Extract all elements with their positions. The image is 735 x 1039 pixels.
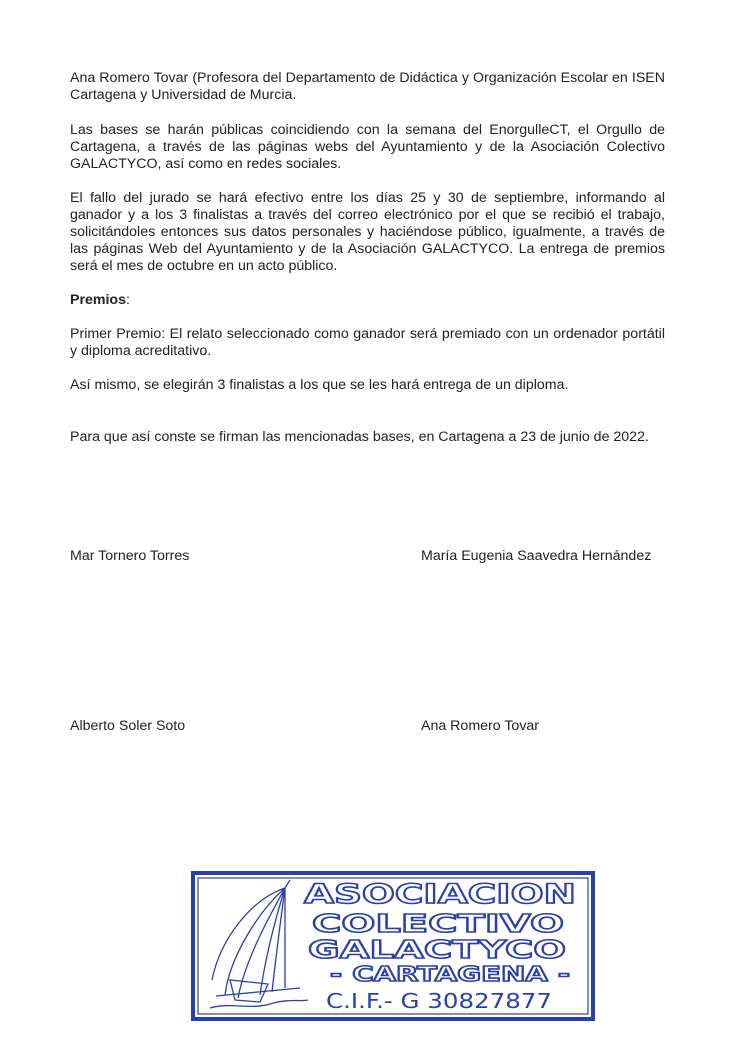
paragraph-primer-premio: Primer Premio: El relato seleccionado como ganador será premiado con un ordenador portátil y diploma acreditativo. xyxy=(70,326,665,359)
signatory-mar-tornero: Mar Tornero Torres xyxy=(70,548,190,564)
paragraph-bases-publicas: Las bases se harán públicas coincidiendo con la semana del EnorgulleCT, el Orgullo de Cartagena, a través de las páginas webs del Ayuntamiento y de la Asociación Colectivo GALACTYCO, así como en redes sociales. xyxy=(70,122,665,172)
premios-heading-line xyxy=(70,292,665,309)
association-stamp xyxy=(190,870,596,1022)
premios-colon: : xyxy=(126,292,130,308)
signatory-ana-romero: Ana Romero Tovar xyxy=(421,718,540,734)
premios-heading: Premios xyxy=(70,292,126,308)
paragraph-fallo-jurado: El fallo del jurado se hará efectivo entre los días 25 y 30 de septiembre, informando al ganador y a los 3 finalistas a través del correo electrónico por el que se recibió el trabajo, solicitándoles entonces sus datos personales y haciéndose público, igualmente, a través de las páginas Web del Ayuntamiento y de la Asociación GALACTYCO. La entrega de premios será el mes de octubre en un acto público. xyxy=(70,190,665,274)
signatory-maria-eugenia: María Eugenia Saavedra Hernández xyxy=(421,548,652,564)
paragraph-ana-romero-role: Ana Romero Tovar (Profesora del Departamento de Didáctica y Organización Escolar en ISEN Cartagena y Universidad de Murcia. xyxy=(70,70,665,103)
paragraph-finalistas: Así mismo, se elegirán 3 finalistas a los que se les hará entrega de un diploma. xyxy=(70,377,569,393)
stamp-line-colectivo: COLECTIVO xyxy=(312,909,564,938)
signatory-alberto-soler: Alberto Soler Soto xyxy=(70,718,186,734)
stamp-line-cif: C.I.F.- G 30827877 xyxy=(326,989,552,1013)
stamp-line-cartagena: - CARTAGENA - xyxy=(330,962,570,986)
paragraph-firma-bases: Para que así conste se firman las mencionadas bases, en Cartagena a 23 de junio de 2022. xyxy=(70,429,649,445)
stamp-line-asociacion: ASOCIACION xyxy=(304,879,576,910)
stamp-line-galactyco: GALACTYCO xyxy=(308,935,566,964)
